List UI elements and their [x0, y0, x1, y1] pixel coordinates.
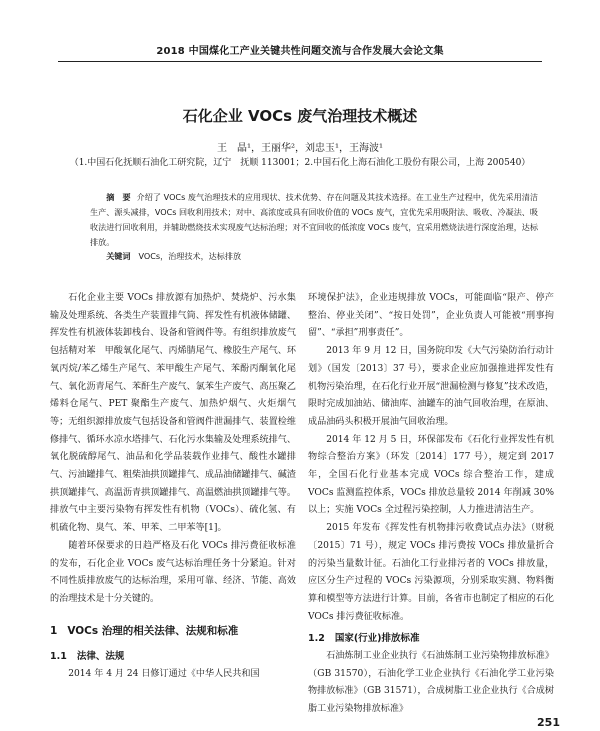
- abstract: [90, 190, 538, 250]
- section-1-1-number: 1.1: [50, 651, 67, 663]
- keywords-label: 关键词: [106, 251, 131, 261]
- abstract-text: 介绍了 VOCs 废气治理技术的应用现状、技术优势、存在问题及其技术选择。在工业生产过程中，优先采用清洁生产、源头减排，VOCs 回收利用技术；对中、高浓度或具有回收价值的 VOCs 废气，宜优先采用吸附法、吸收、冷凝法、吸收法进行回收利用，并辅助燃烧技术实现废气达标治理；对不宜回收的低浓度 VOCs 废气，宜采用燃烧法进行深度治理，达标排放。: [90, 192, 538, 247]
- running-header: 2018 中国煤化工产业关键共性问题交流与合作发展大会论文集: [156, 46, 444, 57]
- header-rule: [58, 61, 542, 62]
- keywords-text: VOCs，治理技术，达标排放: [138, 251, 242, 261]
- affiliations: （1.中国石化抚顺石油化工研究院，辽宁 抚顺 113001；2.中国石化上海石油化工股份有限公司，上海 200540）: [69, 158, 531, 168]
- intro-paragraph-2: 随着环保要求的日趋严格及石化 VOCs 排污费征收标准的发布，石化企业 VOCs 废气达标治理任务十分紧迫。针对不同性质排放废气的达标治理，采用可靠、经济、节能、高效的治理技术是十分关键的。: [50, 540, 296, 604]
- paper-title: 石化企业 VOCs 废气治理技术概述: [182, 107, 418, 125]
- law-paragraph-2: 2013 年 9 月 12 日，国务院印发《大气污染防治行动计划》（国发〔2013〕37 号），要求企业应加强推进挥发性有机物污染治理，在石化行业开展“泄漏检测与修复”技术改造，限时完成加油站、储油库、油罐车的油气回收治理，在原油、成品油码头积极开展油气回收治理。: [308, 346, 554, 427]
- law-paragraph-1-continued: 环境保护法》，企业违规排放 VOCs，可能面临“限产、停产整治、停业关闭”、“按日处罚”，企业负责人可能被“刑事拘留”、“承担”刑事责任”。: [308, 293, 554, 339]
- section-1-heading: [50, 623, 296, 641]
- section-1-2-title: 国家(行业)排放标准: [334, 633, 420, 645]
- intro-paragraph-1: 石化企业主要 VOCs 排放源有加热炉、焚烧炉、污水集输及处理系统、各类生产装置排气筒、挥发性有机液体储罐、挥发性有机液体装卸栈台、设备和管阀件等。有组织排放废气包括精对苯 甲酸氧化尾气、丙烯腈尾气、橡胶生产尾气、环氧丙烷/苯乙烯生产尾气、苯甲酸生产尾气、苯酚丙酮氧化尾气、氧化沥青尾气、苯酐生产废气、氯苯生产废气、高压聚乙烯料仓尾气、PET 聚酯生产废气、加热炉烟气、火炬烟气等；无组织源排放废气包括设备和管阀件泄漏排气、装置检维修排气、循环水凉水塔排气、石化污水集输及处理系统排气、氧化脱硫醇尾气、油品和化学品装载作业排气、酸性水罐排气、污油罐排气、粗柴油拱顶罐排气、成品油储罐排气、碱渣拱顶罐排气、高温沥青拱顶罐排气、高温燃油拱顶罐排气等。排放气中主要污染物有挥发性有机物（VOCs）、硫化氢、有机硫化物、臭气、苯、甲苯、二甲苯等[1]。: [50, 293, 296, 534]
- abstract-label: 摘 要: [106, 192, 131, 202]
- keywords: [90, 249, 538, 264]
- section-1-2-heading: [308, 630, 554, 648]
- page-number: 251: [537, 716, 560, 729]
- section-1-1-heading: [50, 648, 296, 666]
- law-paragraph-3: 2014 年 12 月 5 日，环保部发布《石化行业挥发性有机物综合整治方案》（环发〔2014〕177 号），规定到 2017 年，全国石化行业基本完成 VOCs 综合整治工作，建成 VOCs 监测监控体系，VOCs 排放总量较 2014 年削减 30%以上；实施 VOCs 全过程污染控制，人力推进清洁生产。: [308, 434, 554, 516]
- left-column: [50, 290, 296, 684]
- section-1-title: VOCs 治理的相关法律、法规和标准: [67, 624, 239, 637]
- right-column: [308, 290, 554, 719]
- author-list: 王 晶¹，王丽华²，刘忠玉¹，王海波¹: [216, 143, 384, 154]
- standards-paragraph-1: 石油炼制工业企业执行《石油炼制工业污染物排放标准》（GB 31570），石油化学工业企业执行《石油化学工业污染物排放标准》（GB 31571），合成树脂工业企业执行《合成树脂工业污染物排放标准》: [308, 651, 554, 715]
- law-paragraph-4: 2015 年发布《挥发性有机物排污收费试点办法》（财税〔2015〕71 号），规定 VOCs 排污费按 VOCs 排放量折合的污染当量数计征。石油化工行业排污者的 VOCs 排放量，应区分生产过程的 VOCs 污染源项，分别采取实测、物料衡算和模型等方法进行计算。目前，各省市也制定了相应的石化 VOCs 排污费征收标准。: [308, 523, 554, 622]
- section-1-1-title: 法律、法规: [76, 651, 125, 663]
- section-1-number: 1: [50, 624, 58, 637]
- law-paragraph-1: 2014 年 4 月 24 日修订通过《中华人民共和国: [68, 669, 260, 680]
- section-1-2-number: 1.2: [308, 633, 325, 645]
